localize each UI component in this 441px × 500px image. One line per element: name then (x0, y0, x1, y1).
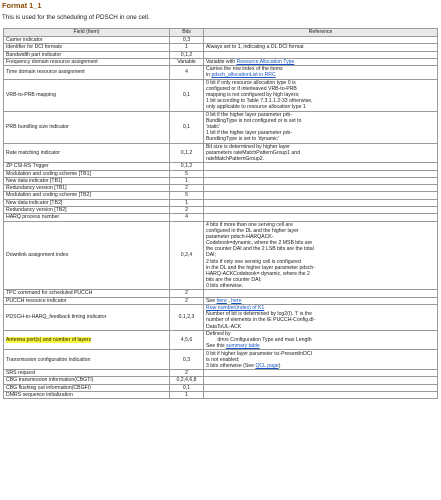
reference-cell (204, 350, 438, 370)
reference-text: See (206, 297, 217, 304)
reference-link[interactable]: here (231, 297, 242, 304)
field-name: PRB bundling size indicator (6, 124, 69, 131)
reference-text: is not enabled; (206, 356, 240, 363)
reference-link[interactable]: Resource Allocation Type (236, 58, 295, 65)
field-name: New data indicator [TB2] (6, 199, 63, 206)
reference-text: 4 bits if more than one serving cell are (206, 221, 293, 228)
field-name: Bandwidth part indicator (6, 51, 62, 58)
bits-cell: 0,1,2,3 (170, 305, 204, 331)
reference-text: the counter DAI and the 2 LSB bits are the total (206, 246, 314, 253)
reference-cell (204, 185, 438, 192)
table-row (4, 221, 438, 290)
reference-link[interactable]: QCL page (255, 362, 279, 369)
dci-format-table (3, 28, 438, 399)
reference-cell (204, 44, 438, 51)
reference-cell (204, 384, 438, 391)
reference-text: 0 bit if higher layer parameter tci-PresentInDCI (206, 350, 312, 357)
field-cell (4, 350, 170, 370)
table-row (4, 143, 438, 163)
reference-cell (204, 37, 438, 44)
field-cell (4, 199, 170, 206)
reference-link[interactable]: Row number(index) of K1 (206, 305, 265, 312)
bits-cell: 0,2,4 (170, 221, 204, 290)
bits-cell: 4,5,6 (170, 330, 204, 350)
bits-cell: 4 (170, 214, 204, 221)
field-cell (4, 111, 170, 143)
reference-cell (204, 206, 438, 213)
bits-cell: 5 (170, 192, 204, 199)
reference-text: See this (206, 343, 227, 350)
reference-text: 0 bit if the higher layer parameter prb- (206, 111, 293, 118)
table-row (4, 170, 438, 177)
reference-text: parameter pdsch-HARQACK- (206, 233, 274, 240)
bits-cell: 1 (170, 199, 204, 206)
reference-text: 'static' (206, 124, 220, 131)
field-name: Redundancy version [TB1] (6, 185, 67, 192)
field-cell (4, 206, 170, 213)
reference-link[interactable]: summary table (226, 343, 260, 350)
field-name: Modulation and coding scheme [TB2] (6, 192, 91, 199)
bits-cell: 0,1 (170, 384, 204, 391)
reference-line (206, 324, 435, 330)
field-name: Modulation and coding scheme [TB1] (6, 170, 91, 177)
reference-cell (204, 66, 438, 80)
reference-line (206, 363, 435, 369)
table-row (4, 297, 438, 304)
reference-text: Carries the row index of the items (206, 66, 283, 73)
field-name: Carrier indicator (6, 37, 43, 44)
bits-cell: 4 (170, 66, 204, 80)
reference-cell (204, 391, 438, 398)
table-row (4, 44, 438, 51)
field-name: Time domain resource assignment (6, 69, 85, 76)
table-row (4, 384, 438, 391)
bits-cell: 1 (170, 177, 204, 184)
field-name: CBG transmission information(CBGTI) (6, 377, 94, 384)
field-cell (4, 177, 170, 184)
field-cell (4, 370, 170, 377)
field-cell (4, 170, 170, 177)
table-row (4, 37, 438, 44)
reference-text: 3 bits otherwise (See (206, 362, 256, 369)
reference-text: Defined by (206, 330, 231, 337)
table-row (4, 350, 438, 370)
reference-text: 0 bits otherwise. (206, 283, 244, 290)
reference-text: BundlingType is not configured or is set to (206, 117, 302, 124)
field-name: Redundancy version [TB2] (6, 207, 67, 214)
table-row (4, 51, 438, 58)
reference-line (206, 59, 435, 65)
reference-text: mapping is not configured by high layers; (206, 92, 300, 99)
reference-cell (204, 192, 438, 199)
table-row (4, 177, 438, 184)
table-row (4, 370, 438, 377)
table-body (4, 37, 438, 399)
reference-link[interactable]: here (216, 297, 227, 304)
bits-cell: 0,1,2 (170, 163, 204, 170)
field-name: Frequency domain resource assignment (6, 58, 98, 65)
table-row (4, 214, 438, 221)
field-cell (4, 44, 170, 51)
reference-cell (204, 170, 438, 177)
reference-text: DataToUL-ACK (206, 323, 242, 330)
field-cell (4, 79, 170, 111)
reference-text: in the DL and the higher layer parameter pdsch- (206, 264, 315, 271)
field-cell (4, 391, 170, 398)
bits-cell: 0,1,2 (170, 51, 204, 58)
column-header-reference: Reference (204, 29, 438, 37)
field-cell (4, 330, 170, 350)
field-name: Transmission configuration indication (6, 356, 91, 363)
field-name: HARQ process number (6, 214, 60, 221)
reference-text: BundlingType is set to 'dynamic' (206, 136, 279, 143)
field-cell (4, 143, 170, 163)
reference-text: 0 bit if only resource allocation type 0 is (206, 79, 296, 86)
reference-text: ) (278, 362, 281, 369)
bits-cell: 2 (170, 290, 204, 297)
field-cell (4, 185, 170, 192)
field-cell (4, 58, 170, 65)
reference-line (206, 44, 435, 50)
reference-text: Variable with (206, 58, 237, 65)
table-row (4, 305, 438, 331)
reference-link[interactable]: pdsch_allocationList in RRC (211, 72, 276, 79)
reference-cell (204, 51, 438, 58)
table-header-row (4, 29, 438, 37)
bits-cell: 0,1 (170, 111, 204, 143)
table-row (4, 199, 438, 206)
reference-text: Always set to 1, indicating a DL DCI format (206, 44, 304, 51)
table-row (4, 185, 438, 192)
bits-cell: 2 (170, 185, 204, 192)
reference-text: 2 bits if only one serving cell is configured (206, 258, 301, 265)
reference-cell (204, 79, 438, 111)
bits-cell: 2 (170, 370, 204, 377)
field-name: Antenna port(s) and number of layers (6, 337, 92, 344)
field-cell (4, 163, 170, 170)
reference-line (206, 136, 435, 142)
reference-text: parameters rateMatchPatternGroup1 and (206, 149, 301, 156)
reference-text: configured in the DL and the higher layer (206, 227, 299, 234)
reference-cell (204, 143, 438, 163)
table-row (4, 66, 438, 80)
reference-line (206, 298, 435, 304)
reference-cell (204, 297, 438, 304)
field-cell (4, 297, 170, 304)
field-cell (4, 290, 170, 297)
field-name: CBG flushing out information(CBGFI) (6, 384, 91, 391)
column-header-bits: Bits (170, 29, 204, 37)
reference-text: Codebook=dynamic, where the 2 MSB bits are (206, 240, 313, 247)
bits-cell: 1 (170, 44, 204, 51)
table-row (4, 391, 438, 398)
reference-line (206, 72, 435, 78)
bits-cell: 1 (170, 391, 204, 398)
reference-cell (204, 214, 438, 221)
reference-cell (204, 370, 438, 377)
field-name: DMRS sequence initialization (6, 392, 73, 399)
field-name: Identifier for DCI formats (6, 44, 62, 51)
reference-cell (204, 221, 438, 290)
bits-cell: 0,2,4,6,8 (170, 377, 204, 384)
field-cell (4, 192, 170, 199)
column-header-field: Field (Item) (4, 29, 170, 37)
field-name: VRB-to-PRB mapping (6, 92, 56, 99)
reference-line (206, 156, 435, 162)
reference-text: Bit size is determined by higher layer (206, 143, 291, 150)
table-row (4, 79, 438, 111)
field-name: PDSCH-to-HARQ_feedback timing indicator (6, 314, 107, 321)
field-cell (4, 305, 170, 331)
field-cell (4, 384, 170, 391)
table-row (4, 163, 438, 170)
field-name: ZP CSI-RS Trigger (6, 163, 49, 170)
reference-cell (204, 377, 438, 384)
field-name: SRS request (6, 370, 36, 377)
section-description: This is used for the scheduling of PDSCH in one cell. (2, 14, 150, 21)
reference-cell (204, 177, 438, 184)
field-cell (4, 221, 170, 290)
reference-text: , (226, 297, 232, 304)
reference-text: HARQ-ACKCodebook= dynamic, where the 2 (206, 270, 310, 277)
reference-text: configured or if interleaved VRB-to-PRB (206, 85, 297, 92)
reference-cell (204, 111, 438, 143)
reference-cell (204, 199, 438, 206)
field-cell (4, 37, 170, 44)
table-row (4, 330, 438, 350)
table-row (4, 192, 438, 199)
field-name: Downlink assignment index (6, 252, 69, 259)
reference-text: DAI; (206, 252, 216, 259)
reference-cell (204, 58, 438, 65)
field-name: PUCCH resource indicator (6, 297, 67, 304)
reference-text: only applicable to resource allocation type 1 (206, 104, 306, 111)
reference-cell (204, 163, 438, 170)
reference-line (206, 343, 435, 349)
reference-text: in (206, 72, 212, 79)
bits-cell: 0,3 (170, 37, 204, 44)
field-cell (4, 214, 170, 221)
field-cell (4, 51, 170, 58)
reference-cell (204, 305, 438, 331)
bits-cell: Variable (170, 58, 204, 65)
reference-text: rateMatchPatternGroup2. (206, 155, 265, 162)
reference-text: bits are the counter DAI; (206, 277, 262, 284)
table-row (4, 206, 438, 213)
bits-cell: 5 (170, 170, 204, 177)
field-name: TPC command for scheduled PUCCH (6, 290, 93, 297)
table-row (4, 58, 438, 65)
field-name: New data indicator [TB1] (6, 177, 63, 184)
bits-cell: 0,1 (170, 79, 204, 111)
reference-line (206, 104, 435, 110)
bits-cell: 0,3 (170, 350, 204, 370)
reference-text: dmrs Configuration Type and max Length (206, 337, 312, 344)
reference-cell (204, 290, 438, 297)
reference-text: 1 bit if the higher layer parameter prb- (206, 130, 293, 137)
bits-cell: 2 (170, 206, 204, 213)
table-row (4, 377, 438, 384)
reference-text: number of elements in the IE PUCCH-Config.dl- (206, 317, 316, 324)
reference-line (206, 283, 435, 289)
field-name: Rate matching indicator (6, 149, 61, 156)
table-row (4, 111, 438, 143)
field-cell (4, 377, 170, 384)
section-heading: Format 1_1 (2, 1, 42, 10)
field-cell (4, 66, 170, 80)
table-row (4, 290, 438, 297)
bits-cell: 2 (170, 297, 204, 304)
reference-text: 1 bit according to Table 7.3.1.1.2-33 otherwise, (206, 98, 313, 105)
reference-text: Number of bit is determined by log2(I). 'I' is the (206, 311, 312, 318)
reference-cell (204, 330, 438, 350)
bits-cell: 0,1,2 (170, 143, 204, 163)
